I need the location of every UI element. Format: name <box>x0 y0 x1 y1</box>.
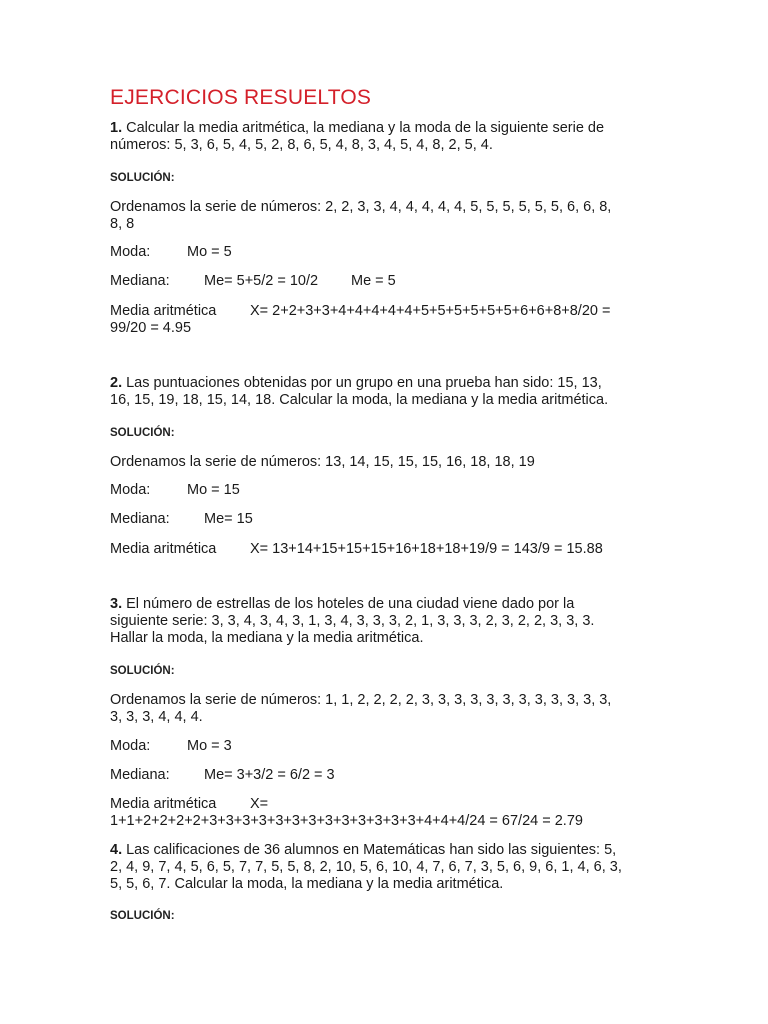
exercise-2-moda-value: Mo = 15 <box>187 482 240 498</box>
exercise-1-moda-label: Moda: <box>110 244 151 260</box>
exercise-1-mediana-value: Me= 5+5/2 = 10/2 <box>204 273 319 289</box>
exercise-1-moda-value: Mo = 5 <box>187 244 232 260</box>
exercise-3-moda-value: Mo = 3 <box>187 738 232 754</box>
exercise-1-ordered-line-2: 8, 8 <box>110 216 135 232</box>
exercise-3-number: 3. <box>110 596 123 612</box>
exercise-4-solution-label: SOLUCIÓN: <box>110 910 175 922</box>
exercise-3-solution-label: SOLUCIÓN: <box>110 665 175 677</box>
exercise-1-mediana-result: Me = 5 <box>351 273 396 289</box>
exercise-2-media-line-1: X= 13+14+15+15+15+16+18+18+19/9 = 143/9 = 15.88 <box>250 541 603 557</box>
exercise-3-media-line-2: 1+1+2+2+2+2+3+3+3+3+3+3+3+3+3+3+3+3+3+4+4+4/24 = 67/24 = 2.79 <box>110 813 583 829</box>
exercise-2-media-label: Media aritmética <box>110 541 217 557</box>
exercise-3-ordered-line-1: Ordenamos la serie de números: 1, 1, 2, 2, 2, 2, 3, 3, 3, 3, 3, 3, 3, 3, 3, 3, 3, 3, <box>110 692 612 708</box>
exercise-3-mediana-value: Me= 3+3/2 = 6/2 = 3 <box>204 767 335 783</box>
exercise-2-mediana-value: Me= 15 <box>204 511 253 527</box>
exercise-2-number: 2. <box>110 375 123 391</box>
exercise-2-statement-line-2: 16, 15, 19, 18, 15, 14, 18. Calcular la moda, la mediana y la media aritmética. <box>110 392 609 408</box>
exercise-3-media-x: X= <box>250 796 269 812</box>
exercise-4-statement-line-2: 2, 4, 9, 7, 4, 5, 6, 5, 7, 7, 5, 5, 8, 2, 10, 5, 6, 10, 4, 7, 6, 7, 3, 5, 6, 9, 6, 1, 4, 6, 3, <box>110 859 622 875</box>
exercise-1-solution-label: SOLUCIÓN: <box>110 172 175 184</box>
exercise-2-moda-label: Moda: <box>110 482 151 498</box>
exercise-3-statement-line-3: Hallar la moda, la mediana y la media aritmética. <box>110 630 424 646</box>
exercise-1-ordered-line-1: Ordenamos la serie de números: 2, 2, 3, 3, 4, 4, 4, 4, 4, 5, 5, 5, 5, 5, 5, 6, 6, 8, <box>110 199 612 215</box>
exercise-3-moda-label: Moda: <box>110 738 151 754</box>
exercise-1-statement-line-2: números: 5, 3, 6, 5, 4, 5, 2, 8, 6, 5, 4, 8, 3, 4, 5, 4, 8, 2, 5, 4. <box>110 137 493 153</box>
exercise-1-media-label: Media aritmética <box>110 303 217 319</box>
exercise-2-solution-label: SOLUCIÓN: <box>110 427 175 439</box>
exercise-4-statement-line-3: 5, 5, 6, 7. Calcular la moda, la mediana y la media aritmética. <box>110 876 504 892</box>
exercise-3-statement-line-2: siguiente serie: 3, 3, 4, 3, 4, 3, 1, 3, 4, 3, 3, 3, 2, 1, 3, 3, 3, 2, 3, 2, 2, 3, 3, 3. <box>110 613 595 629</box>
exercise-1-number: 1. <box>110 120 123 136</box>
exercise-2-ordered-line-1: Ordenamos la serie de números: 13, 14, 15, 15, 15, 16, 18, 18, 19 <box>110 454 535 470</box>
exercise-2-statement-line-1: 2. Las puntuaciones obtenidas por un grupo en una prueba han sido: 15, 13, <box>110 375 602 391</box>
exercise-4-number: 4. <box>110 842 123 858</box>
exercise-1-mediana-label: Mediana: <box>110 273 170 289</box>
exercise-3-statement-line-1: 3. El número de estrellas de los hoteles de una ciudad viene dado por la <box>110 596 575 612</box>
exercise-1-media-line-1: X= 2+2+3+3+4+4+4+4+4+5+5+5+5+5+5+6+6+8+8/20 = <box>250 303 611 319</box>
page-title: EJERCICIOS RESUELTOS <box>110 86 372 109</box>
exercise-1-media-line-2: 99/20 = 4.95 <box>110 320 192 336</box>
exercise-4-statement-line-1: 4. Las calificaciones de 36 alumnos en Matemáticas han sido las siguientes: 5, <box>110 842 617 858</box>
exercise-1-statement-line-1: 1. Calcular la media aritmética, la mediana y la moda de la siguiente serie de <box>110 120 605 136</box>
exercise-3-ordered-line-2: 3, 3, 3, 4, 4, 4. <box>110 709 203 725</box>
exercise-3-mediana-label: Mediana: <box>110 767 170 783</box>
exercise-3-media-label: Media aritmética <box>110 796 217 812</box>
exercise-2-mediana-label: Mediana: <box>110 511 170 527</box>
